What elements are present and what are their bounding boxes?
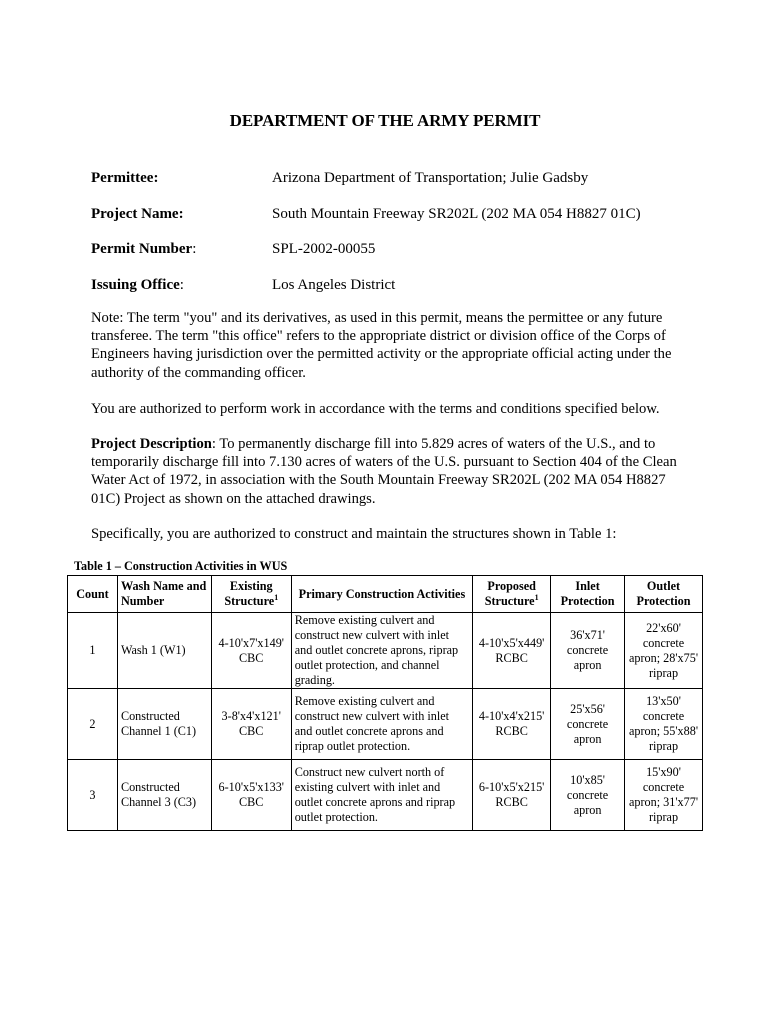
cell-proposed: 4-10'x5'x449' RCBC — [473, 613, 551, 689]
issuing-office-label: Issuing Office: — [91, 277, 184, 293]
cell-proposed: 6-10'x5'x215' RCBC — [473, 760, 551, 831]
header-wash: Wash Name and Number — [117, 576, 211, 613]
cell-existing: 6-10'x5'x133' CBC — [211, 760, 291, 831]
project-description-paragraph: Project Description: To permanently discharge fill into 5.829 acres of waters of the U.S., and to temporarily discharge fill into 7.130 acres of waters of the U.S. pursuant to Section 404 of the Clean Water Act of 1972, in association with the South Mountain Freeway SR202L (202 MA 054 H8827 01C) Project as shown on the attached drawings. — [91, 436, 677, 507]
table-row — [68, 760, 703, 831]
cell-wash: Wash 1 (W1) — [117, 613, 211, 689]
header-primary: Primary Construction Activities — [291, 576, 472, 613]
project-name-label: Project Name: — [91, 206, 184, 222]
project-name-value: South Mountain Freeway SR202L (202 MA 054 H8827 01C) — [272, 206, 641, 222]
cell-inlet: 36'x71' concrete apron — [551, 613, 625, 689]
cell-wash: Constructed Channel 1 (C1) — [117, 689, 211, 760]
cell-outlet: 22'x60' concrete apron; 28'x75' riprap — [625, 613, 703, 689]
table-caption: Table 1 – Construction Activities in WUS — [74, 559, 288, 573]
specifically-paragraph: Specifically, you are authorized to construct and maintain the structures shown in Table 1: — [91, 526, 617, 542]
cell-count: 3 — [68, 760, 118, 831]
header-existing: Existing Structure$^1$ — [211, 576, 291, 613]
issuing-office-value: Los Angeles District — [272, 277, 396, 293]
header-count: Count — [68, 576, 118, 613]
header-proposed: Proposed Structure$^1$ — [473, 576, 551, 613]
table-header-row — [68, 576, 703, 613]
header-outlet: Outlet Protection — [625, 576, 703, 613]
cell-count: 1 — [68, 613, 118, 689]
page-title: DEPARTMENT OF THE ARMY PERMIT — [229, 111, 541, 130]
cell-activities: Remove existing culvert and construct new culvert with inlet and outlet concrete aprons and riprap outlet protection. — [291, 689, 472, 760]
cell-proposed: 4-10'x4'x215' RCBC — [473, 689, 551, 760]
table-row — [68, 689, 703, 760]
construction-activities-table — [67, 575, 703, 831]
cell-inlet: 25'x56' concrete apron — [551, 689, 625, 760]
cell-activities: Remove existing culvert and construct new culvert with inlet and outlet concrete aprons, riprap outlet protection, and channel grading. — [291, 613, 472, 689]
cell-wash: Constructed Channel 3 (C3) — [117, 760, 211, 831]
cell-outlet: 15'x90' concrete apron; 31'x77' riprap — [625, 760, 703, 831]
cell-count: 2 — [68, 689, 118, 760]
cell-inlet: 10'x85' concrete apron — [551, 760, 625, 831]
cell-existing: 4-10'x7'x149' CBC — [211, 613, 291, 689]
header-inlet: Inlet Protection — [551, 576, 625, 613]
permittee-value: Arizona Department of Transportation; Julie Gadsby — [272, 170, 589, 186]
table-row — [68, 613, 703, 689]
permit-number-label: Permit Number: — [91, 241, 197, 257]
project-description-label: Project Description — [91, 436, 212, 452]
authorized-paragraph: You are authorized to perform work in accordance with the terms and conditions specified below. — [91, 401, 660, 417]
cell-activities: Construct new culvert north of existing culvert with inlet and outlet concrete aprons and riprap outlet protection. — [291, 760, 472, 831]
cell-existing: 3-8'x4'x121' CBC — [211, 689, 291, 760]
permittee-label: Permittee: — [91, 170, 159, 186]
permit-number-value: SPL-2002-00055 — [272, 241, 376, 257]
note-paragraph: Note: The term "you" and its derivatives, as used in this permit, means the permittee or any future transferee. The term "this office" refers to the appropriate district or division office of the Corps of Engineers having jurisdiction over the permitted activity or the appropriate official acting under the authority of the commanding officer. — [91, 310, 672, 381]
cell-outlet: 13'x50' concrete apron; 55'x88' riprap — [625, 689, 703, 760]
